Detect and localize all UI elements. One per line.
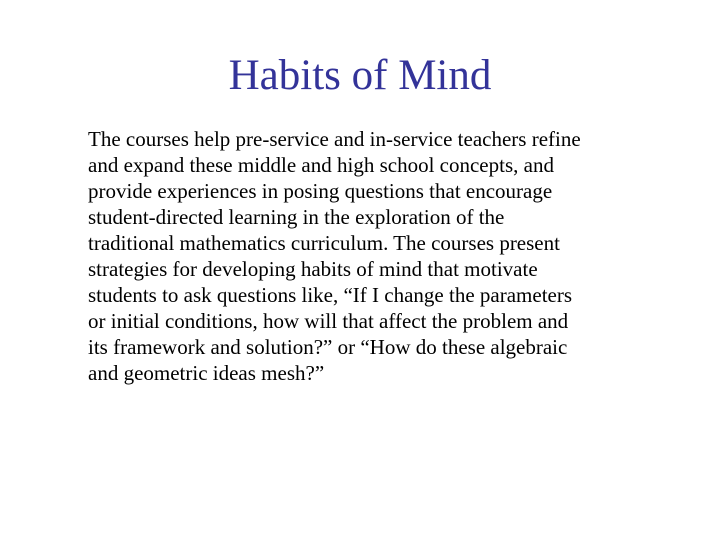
- body-line: and expand these middle and high school concepts, and: [88, 153, 554, 177]
- slide-title: Habits of Mind: [228, 52, 492, 99]
- body-line: provide experiences in posing questions that encourage: [88, 179, 553, 203]
- body-line: strategies for developing habits of mind that motivate: [88, 257, 538, 281]
- slide-body-paragraph: [88, 126, 668, 386]
- body-line: The courses help pre-service and in-service teachers refine: [88, 127, 581, 151]
- body-line: or initial conditions, how will that affect the problem and: [88, 309, 569, 333]
- body-line: and geometric ideas mesh?”: [88, 361, 325, 385]
- body-line: student-directed learning in the exploration of the: [88, 205, 505, 229]
- body-line: its framework and solution?” or “How do these algebraic: [88, 335, 568, 359]
- body-line: traditional mathematics curriculum. The courses present: [88, 231, 560, 255]
- body-line: students to ask questions like, “If I change the parameters: [88, 283, 573, 307]
